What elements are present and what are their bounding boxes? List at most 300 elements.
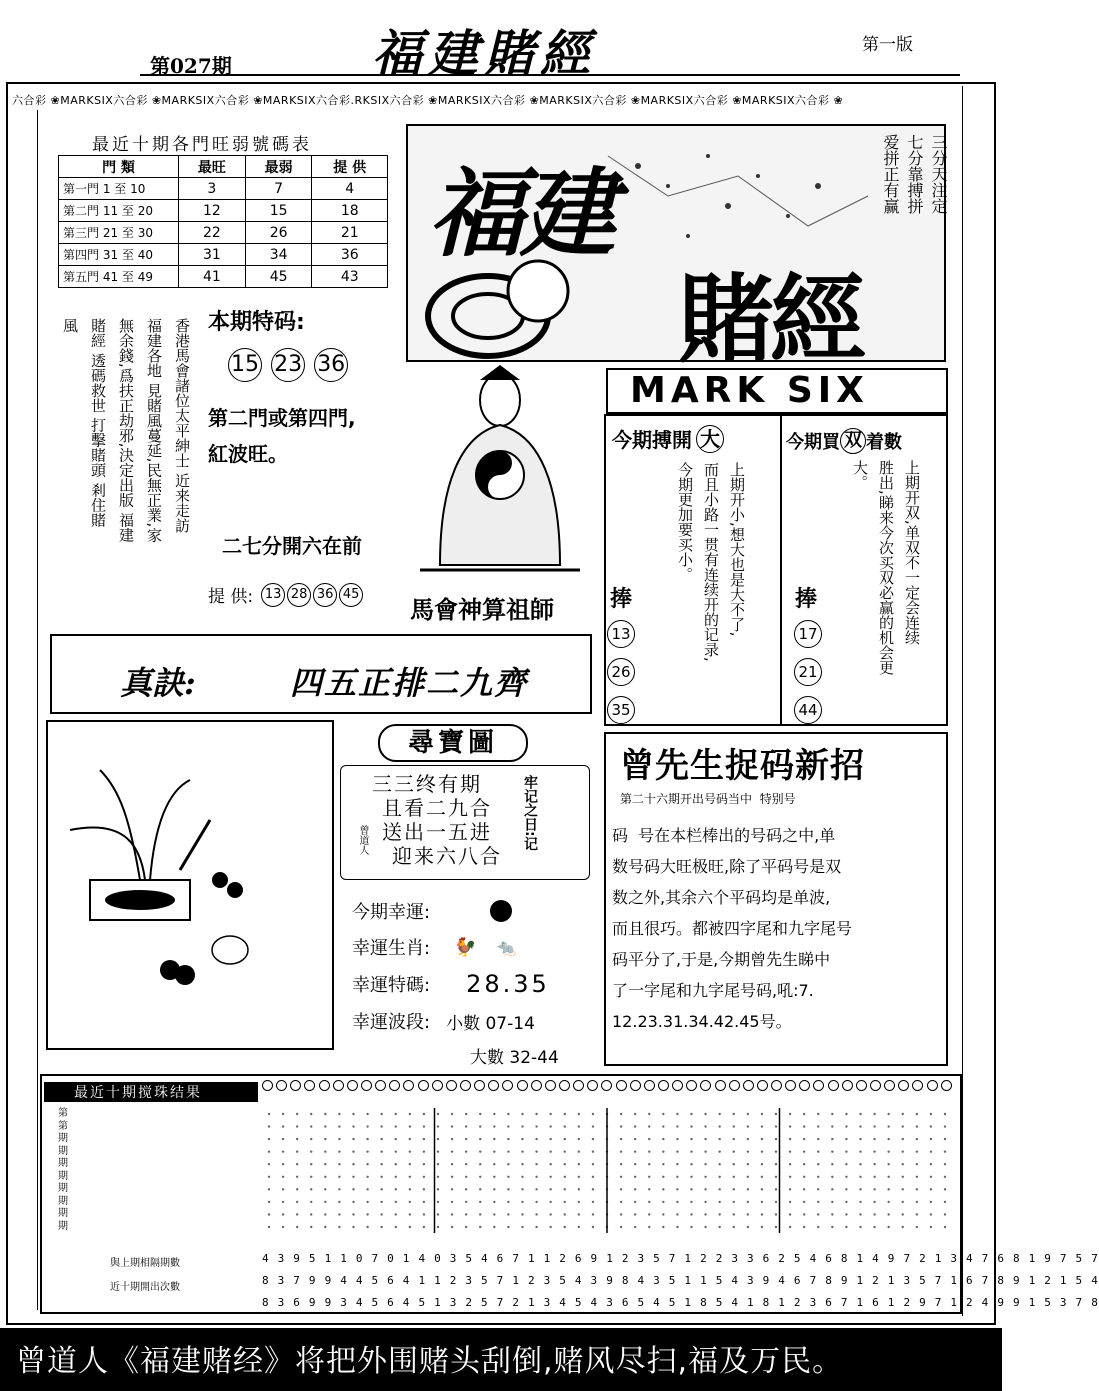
ball-icon [502,1080,513,1091]
treasure-stamp: 曾道人 [357,825,368,855]
grid-dot [620,1125,622,1127]
grid-dot [310,1138,312,1140]
grid-dot [324,1163,326,1165]
grid-dot [535,1138,537,1140]
grid-dot [535,1150,537,1152]
special-line3: 二七分開六在前 [222,534,362,558]
table-row: 第一門 1 至 10 3 7 4 [59,178,388,200]
grid-dot [338,1213,340,1215]
grid-dot [845,1138,847,1140]
ball-icon [799,1080,810,1091]
grid-dot [493,1176,495,1178]
ball-icon [630,1080,641,1091]
grid-dot [747,1150,749,1152]
grid-dot [620,1176,622,1178]
grid-dot [859,1226,861,1228]
grid-dot [789,1150,791,1152]
grid-dot [775,1163,777,1165]
grid-dot [733,1113,735,1115]
ball-icon [898,1080,909,1091]
grid-dot [479,1201,481,1203]
ball-icon [573,1080,584,1091]
grid-dot [718,1163,720,1165]
grid-dot [930,1113,932,1115]
grid-dot [409,1188,411,1190]
grid-dot [733,1163,735,1165]
grid-dot [620,1163,622,1165]
grid-dot [902,1176,904,1178]
grid-dot [395,1176,397,1178]
grid-dot [761,1176,763,1178]
grid-dot [916,1163,918,1165]
grid-dot [845,1113,847,1115]
grid-dot [366,1213,368,1215]
grid-dot [775,1138,777,1140]
grid-dot [479,1176,481,1178]
grid-dot [789,1176,791,1178]
ball-icon [531,1080,542,1091]
grid-dot [648,1201,650,1203]
grid-dot [916,1113,918,1115]
ball-icon [432,1080,443,1091]
grid-dot [902,1226,904,1228]
grid-dot [704,1113,706,1115]
grid-dot [380,1138,382,1140]
grid-dot [930,1213,932,1215]
results-row-a: 4 3 9 5 1 1 0 7 0 1 4 0 3 5 4 6 7 1 1 2 6 9 1 2 3 5 7 1 2 2 3 3 6 2 5 4 6 8 1 4 9 7 2 1 3 4 7 6 8 1 9 7 5 7 [262,1252,1099,1265]
grid-dot [718,1226,720,1228]
ball-icon [517,1080,528,1091]
grid-dot [324,1113,326,1115]
ball-icon [658,1080,669,1091]
grid-dot [437,1213,439,1215]
grid-dot [493,1213,495,1215]
grid-dot [803,1138,805,1140]
grid-dot [268,1150,270,1152]
grid-dot [944,1201,946,1203]
grid-dot [338,1201,340,1203]
grid-dot [366,1150,368,1152]
grid-dot [831,1201,833,1203]
results-labels: 第 第 期 期 期 期 期 期 期 期 [58,1108,68,1232]
grid-dot [845,1150,847,1152]
grid-dot [564,1125,566,1127]
grid-dot [409,1150,411,1152]
grid-dot [507,1213,509,1215]
grid-dot [859,1176,861,1178]
grid-dot [634,1188,636,1190]
grid-dot [887,1138,889,1140]
grid-dot [409,1176,411,1178]
grid-dot [352,1125,354,1127]
grid-dot [803,1163,805,1165]
grid-dot [451,1163,453,1165]
grid-dot [409,1213,411,1215]
grid-dot [761,1226,763,1228]
grid-dot [437,1188,439,1190]
ball-icon [785,1080,796,1091]
grid-dot [620,1188,622,1190]
grid-dot [465,1213,467,1215]
grid-dot [549,1163,551,1165]
grid-dot [859,1213,861,1215]
grid-dot [592,1163,594,1165]
grid-dot [817,1176,819,1178]
grid-dot [409,1226,411,1228]
zone-header: 提 供 [312,156,388,178]
grid-dot [873,1176,875,1178]
grid-dot [747,1113,749,1115]
grid-dot [521,1188,523,1190]
grid-dot [592,1125,594,1127]
grid-dot [944,1188,946,1190]
grid-dot [859,1163,861,1165]
grid-dot [831,1163,833,1165]
grid-dot [521,1226,523,1228]
table-row: 第二門 11 至 20 12 15 18 [59,200,388,222]
grid-dot [733,1188,735,1190]
grid-dot [310,1188,312,1190]
grid-dot [902,1125,904,1127]
grid-dot [507,1138,509,1140]
grid-dot [338,1176,340,1178]
grid-dot [310,1125,312,1127]
grid-dot [662,1113,664,1115]
ball-icon [743,1080,754,1091]
grid-dot [718,1125,720,1127]
ball-icon [389,1080,400,1091]
grid-dot [831,1113,833,1115]
grid-dot [873,1226,875,1228]
ball-icon [460,1080,471,1091]
grid-dot [902,1113,904,1115]
grid-dot [662,1226,664,1228]
grid-dot [817,1125,819,1127]
grid-dot [296,1226,298,1228]
grid-dot [648,1113,650,1115]
marksix-banner-right [962,86,994,1316]
results-footer2: 近十期開出次數 [110,1282,180,1293]
grid-dot [887,1213,889,1215]
ball-icon [418,1080,429,1091]
grid-dot [268,1188,270,1190]
grid-dot [380,1213,382,1215]
grid-dot [282,1150,284,1152]
grid-dot [634,1113,636,1115]
grid-dot [366,1226,368,1228]
grid-dot [747,1163,749,1165]
grid-dot [916,1125,918,1127]
ball-icon [616,1080,627,1091]
grid-dot [704,1138,706,1140]
grid-dot [521,1150,523,1152]
grid-dot [662,1176,664,1178]
grid-dot [366,1163,368,1165]
grid-dot [662,1213,664,1215]
grid-dot [831,1176,833,1178]
motto-label: 真訣: [120,664,196,702]
grid-dot [423,1163,425,1165]
treasure-line: 送出一五进 [382,820,492,844]
grid-dot [395,1163,397,1165]
grid-dot [944,1163,946,1165]
grid-dot [648,1125,650,1127]
grid-dot [704,1188,706,1190]
grid-dot [296,1213,298,1215]
grid-dot [296,1188,298,1190]
grid-dot [310,1176,312,1178]
grid-dot [592,1188,594,1190]
grid-dot [803,1176,805,1178]
grid-dot [859,1150,861,1152]
grid-dot [451,1188,453,1190]
grid-dot [747,1138,749,1140]
grid-dot [310,1113,312,1115]
grid-dot [366,1113,368,1115]
grid-dot [620,1113,622,1115]
grid-dot [718,1138,720,1140]
ball-icon [333,1080,344,1091]
ball-icon [828,1080,839,1091]
footer-text: 曾道人《福建赌经》将把外围赌头刮倒,赌风尽扫,福及万民。 [16,1344,844,1379]
ball-icon [361,1080,372,1091]
grid-dot [690,1213,692,1215]
motto-text: 四五正排二九齊 [290,664,529,702]
grid-dot [873,1150,875,1152]
grid-dot [690,1176,692,1178]
grid-dot [845,1188,847,1190]
grid-dot [704,1201,706,1203]
grid-dot [493,1163,495,1165]
grid-dot [930,1188,932,1190]
grid-dot [789,1226,791,1228]
grid-dot [930,1138,932,1140]
marksix-banner-top: 六合彩 ❀MARKSIX六合彩 ❀MARKSIX六合彩 ❀MARKSIX六合彩.RKSIX六合彩 ❀MARKSIX六合彩 ❀MARKSIX六合彩 ❀MARKSIX六合彩 ❀MARKSIX六合彩 ❀ [12,94,844,107]
grid-dot [282,1163,284,1165]
luck-row-2: 幸運生肖: 🐓 🐀 [352,936,517,959]
results-ball-row [262,1080,952,1096]
grid-dot [676,1201,678,1203]
bigsmall-text: 上期开小,想大也是大不了, 而且小路一贯有连续开的记录, 今期更加要买小。 [676,462,746,662]
grid-dot [465,1138,467,1140]
grid-dot [859,1113,861,1115]
treasure-line: 迎来六八合 [392,844,502,868]
grid-dot [803,1201,805,1203]
grid-dot [817,1213,819,1215]
grid-dot [549,1226,551,1228]
grid-dot [366,1138,368,1140]
grid-dot [282,1226,284,1228]
grid-dot [592,1176,594,1178]
grid-dot [395,1226,397,1228]
grid-dot [282,1138,284,1140]
special-label: 本期特码: [208,310,305,335]
ball-icon [601,1080,612,1091]
zone-header: 最弱 [245,156,312,178]
grid-dot [662,1163,664,1165]
ball-icon [842,1080,853,1091]
grid-dot [465,1226,467,1228]
grid-dot [747,1188,749,1190]
tseng-body: 码 号在本栏棒出的号码之中,单 数号码大旺极旺,除了平码号是双 数之外,其余六个平码均是单波, 而且很巧。都被四字尾和九字尾号 码平分了,于是,今期曾先生睇中 了一字尾和九字尾号码,吼:7. 12.23.31.34.42.45号。 [612,826,853,1031]
grid-dot [507,1176,509,1178]
grid-dot [352,1150,354,1152]
grid-dot [634,1201,636,1203]
grid-dot [578,1226,580,1228]
grid-dot [296,1138,298,1140]
ball-icon [347,1080,358,1091]
grid-dot [310,1226,312,1228]
ball-icon [715,1080,726,1091]
grid-dot [775,1213,777,1215]
grid-dot [662,1201,664,1203]
grid-dot [324,1138,326,1140]
bigsmall-recs: 13 26 35 [607,620,635,734]
grid-dot [437,1113,439,1115]
grid-dot [268,1213,270,1215]
treasure-side-note: 牢记之日:记 [522,775,538,851]
ball-icon [757,1080,768,1091]
ball-icon [290,1080,301,1091]
grid-dot [803,1113,805,1115]
grid-dot [380,1150,382,1152]
poem-vertical: 香港馬會諸位太平紳士 近来走訪 福建各地 見賭風蔓延,民無正業,家 無余錢,爲扶正劫邪,決定出版 福建 賭經 透碼救世 打擊賭頭 剎住賭 風 [61,318,191,543]
grid-dot [859,1201,861,1203]
ball-icon [403,1080,414,1091]
grid-dot [817,1226,819,1228]
ball-icon [813,1080,824,1091]
grid-dot [352,1138,354,1140]
grid-dot [479,1150,481,1152]
grid-dot [676,1213,678,1215]
grid-dot [268,1163,270,1165]
grid-dot [564,1138,566,1140]
grid-dot [310,1150,312,1152]
grid-dot [775,1201,777,1203]
grid-dot [761,1138,763,1140]
ball-icon [488,1080,499,1091]
grid-dot [423,1213,425,1215]
grid-dot [690,1138,692,1140]
grid-dot [564,1188,566,1190]
grid-dot [507,1226,509,1228]
grid-dot [578,1138,580,1140]
ball-icon [856,1080,867,1091]
grid-dot [507,1150,509,1152]
rat-icon: 🐀 [496,937,517,957]
grid-dot [676,1125,678,1127]
grid-dot [662,1138,664,1140]
grid-dot [761,1150,763,1152]
tseng-title: 曾先生捉码新招 [620,746,865,786]
grid-dot [437,1150,439,1152]
grid-dot [718,1150,720,1152]
grid-dot [479,1213,481,1215]
grid-dot [648,1176,650,1178]
grid-dot [380,1188,382,1190]
grid-dot [859,1125,861,1127]
oddeven-title: 今期買 双 着數 [786,430,902,453]
grid-dot [479,1163,481,1165]
grid-dot [803,1125,805,1127]
grid-dot [521,1201,523,1203]
ball-icon [474,1080,485,1091]
grid-dot [409,1201,411,1203]
grid-dot [690,1188,692,1190]
grid-dot [634,1138,636,1140]
grid-dot [817,1113,819,1115]
grid-dot [733,1176,735,1178]
grid-dot [761,1163,763,1165]
grid-dot [282,1125,284,1127]
grid-dot [817,1138,819,1140]
ball-icon [884,1080,895,1091]
grid-dot [324,1150,326,1152]
grid-dot [902,1138,904,1140]
grid-dot [409,1138,411,1140]
ball-icon [375,1080,386,1091]
grid-dot [451,1201,453,1203]
grid-dot [268,1176,270,1178]
grid-dot [873,1138,875,1140]
grid-dot [437,1163,439,1165]
results-title: 最近十期搅珠结果 [44,1082,258,1102]
grid-dot [324,1176,326,1178]
grid-dot [592,1113,594,1115]
ball-icon [262,1080,273,1091]
grid-dot [887,1201,889,1203]
grid-dot [296,1201,298,1203]
rooster-icon: 🐓 [454,936,477,958]
grid-dot [578,1163,580,1165]
grid-dot [831,1213,833,1215]
marksix-banner-left [10,110,38,1310]
grid-dot [395,1125,397,1127]
grid-dot [902,1188,904,1190]
grid-dot [789,1113,791,1115]
grid-dot [718,1188,720,1190]
grid-dot [465,1150,467,1152]
grid-dot [592,1138,594,1140]
grid-dot [887,1226,889,1228]
marksix-title: MARK SIX [630,370,869,411]
grid-dot [887,1113,889,1115]
grid-dot [423,1138,425,1140]
grid-dot [507,1188,509,1190]
grid-dot [887,1150,889,1152]
grid-dot [761,1188,763,1190]
grid-dot [845,1125,847,1127]
grid-dot [747,1213,749,1215]
grid-dot [887,1188,889,1190]
results-footer1: 與上期相隔期數 [110,1258,180,1269]
grid-dot [324,1213,326,1215]
edition-label: 第一版 [862,35,913,55]
grid-dot [690,1226,692,1228]
grid-dot [831,1226,833,1228]
grid-dot [535,1176,537,1178]
provide-row: 提 供: 13 28 36 45 [208,582,365,607]
grid-dot [451,1213,453,1215]
grid-dot [634,1226,636,1228]
grid-dot [704,1226,706,1228]
grid-dot [521,1113,523,1115]
grid-dot [451,1125,453,1127]
grid-dot [733,1226,735,1228]
grid-dot [549,1188,551,1190]
ball-icon [644,1080,655,1091]
grid-dot [916,1138,918,1140]
